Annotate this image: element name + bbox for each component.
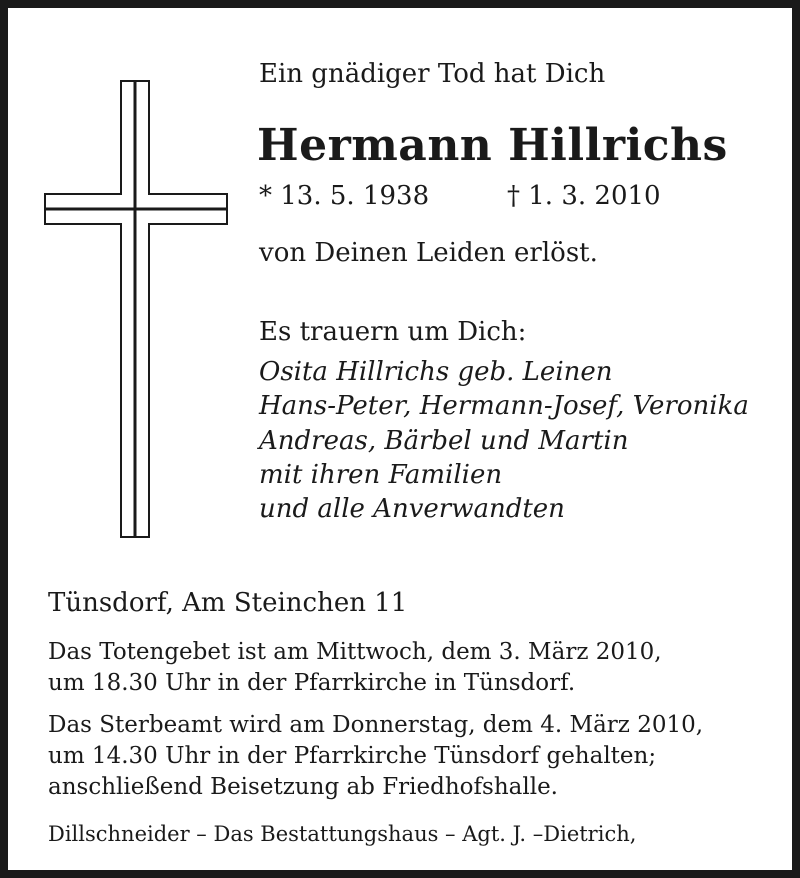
prayer-info xyxy=(48,637,662,699)
latin-cross-icon xyxy=(44,80,228,538)
mass-line: um 14.30 Uhr in der Pfarrkirche Tünsdorf gehalten; xyxy=(48,743,657,769)
funeral-home-footer: Dillschneider – Das Bestattungshaus – Agt. J. –Dietrich, xyxy=(48,822,637,846)
released-line: von Deinen Leiden erlöst. xyxy=(259,238,598,268)
death-date: † 1. 3. 2010 xyxy=(507,181,661,211)
mourner-line: und alle Anverwandten xyxy=(259,494,565,525)
mourners-list xyxy=(259,355,749,526)
mass-line: anschließend Beisetzung ab Friedhofshalle. xyxy=(48,774,558,800)
mourner-line: mit ihren Familien xyxy=(259,459,503,490)
deceased-name: Hermann Hillrichs xyxy=(257,120,728,171)
birth-date: * 13. 5. 1938 xyxy=(259,181,430,211)
mourner-line: Andreas, Bärbel und Martin xyxy=(259,425,629,456)
mass-info xyxy=(48,710,703,803)
prayer-line: Das Totengebet ist am Mittwoch, dem 3. März 2010, xyxy=(48,639,662,665)
address: Tünsdorf, Am Steinchen 11 xyxy=(48,588,408,618)
prayer-line: um 18.30 Uhr in der Pfarrkirche in Tünsdorf. xyxy=(48,670,576,696)
intro-line: Ein gnädiger Tod hat Dich xyxy=(259,59,606,89)
mourners-heading: Es trauern um Dich: xyxy=(259,317,527,347)
mass-line: Das Sterbeamt wird am Donnerstag, dem 4. März 2010, xyxy=(48,712,704,738)
mourner-line: Hans-Peter, Hermann-Josef, Veronika xyxy=(259,391,749,422)
mourner-line: Osita Hillrichs geb. Leinen xyxy=(259,357,613,387)
